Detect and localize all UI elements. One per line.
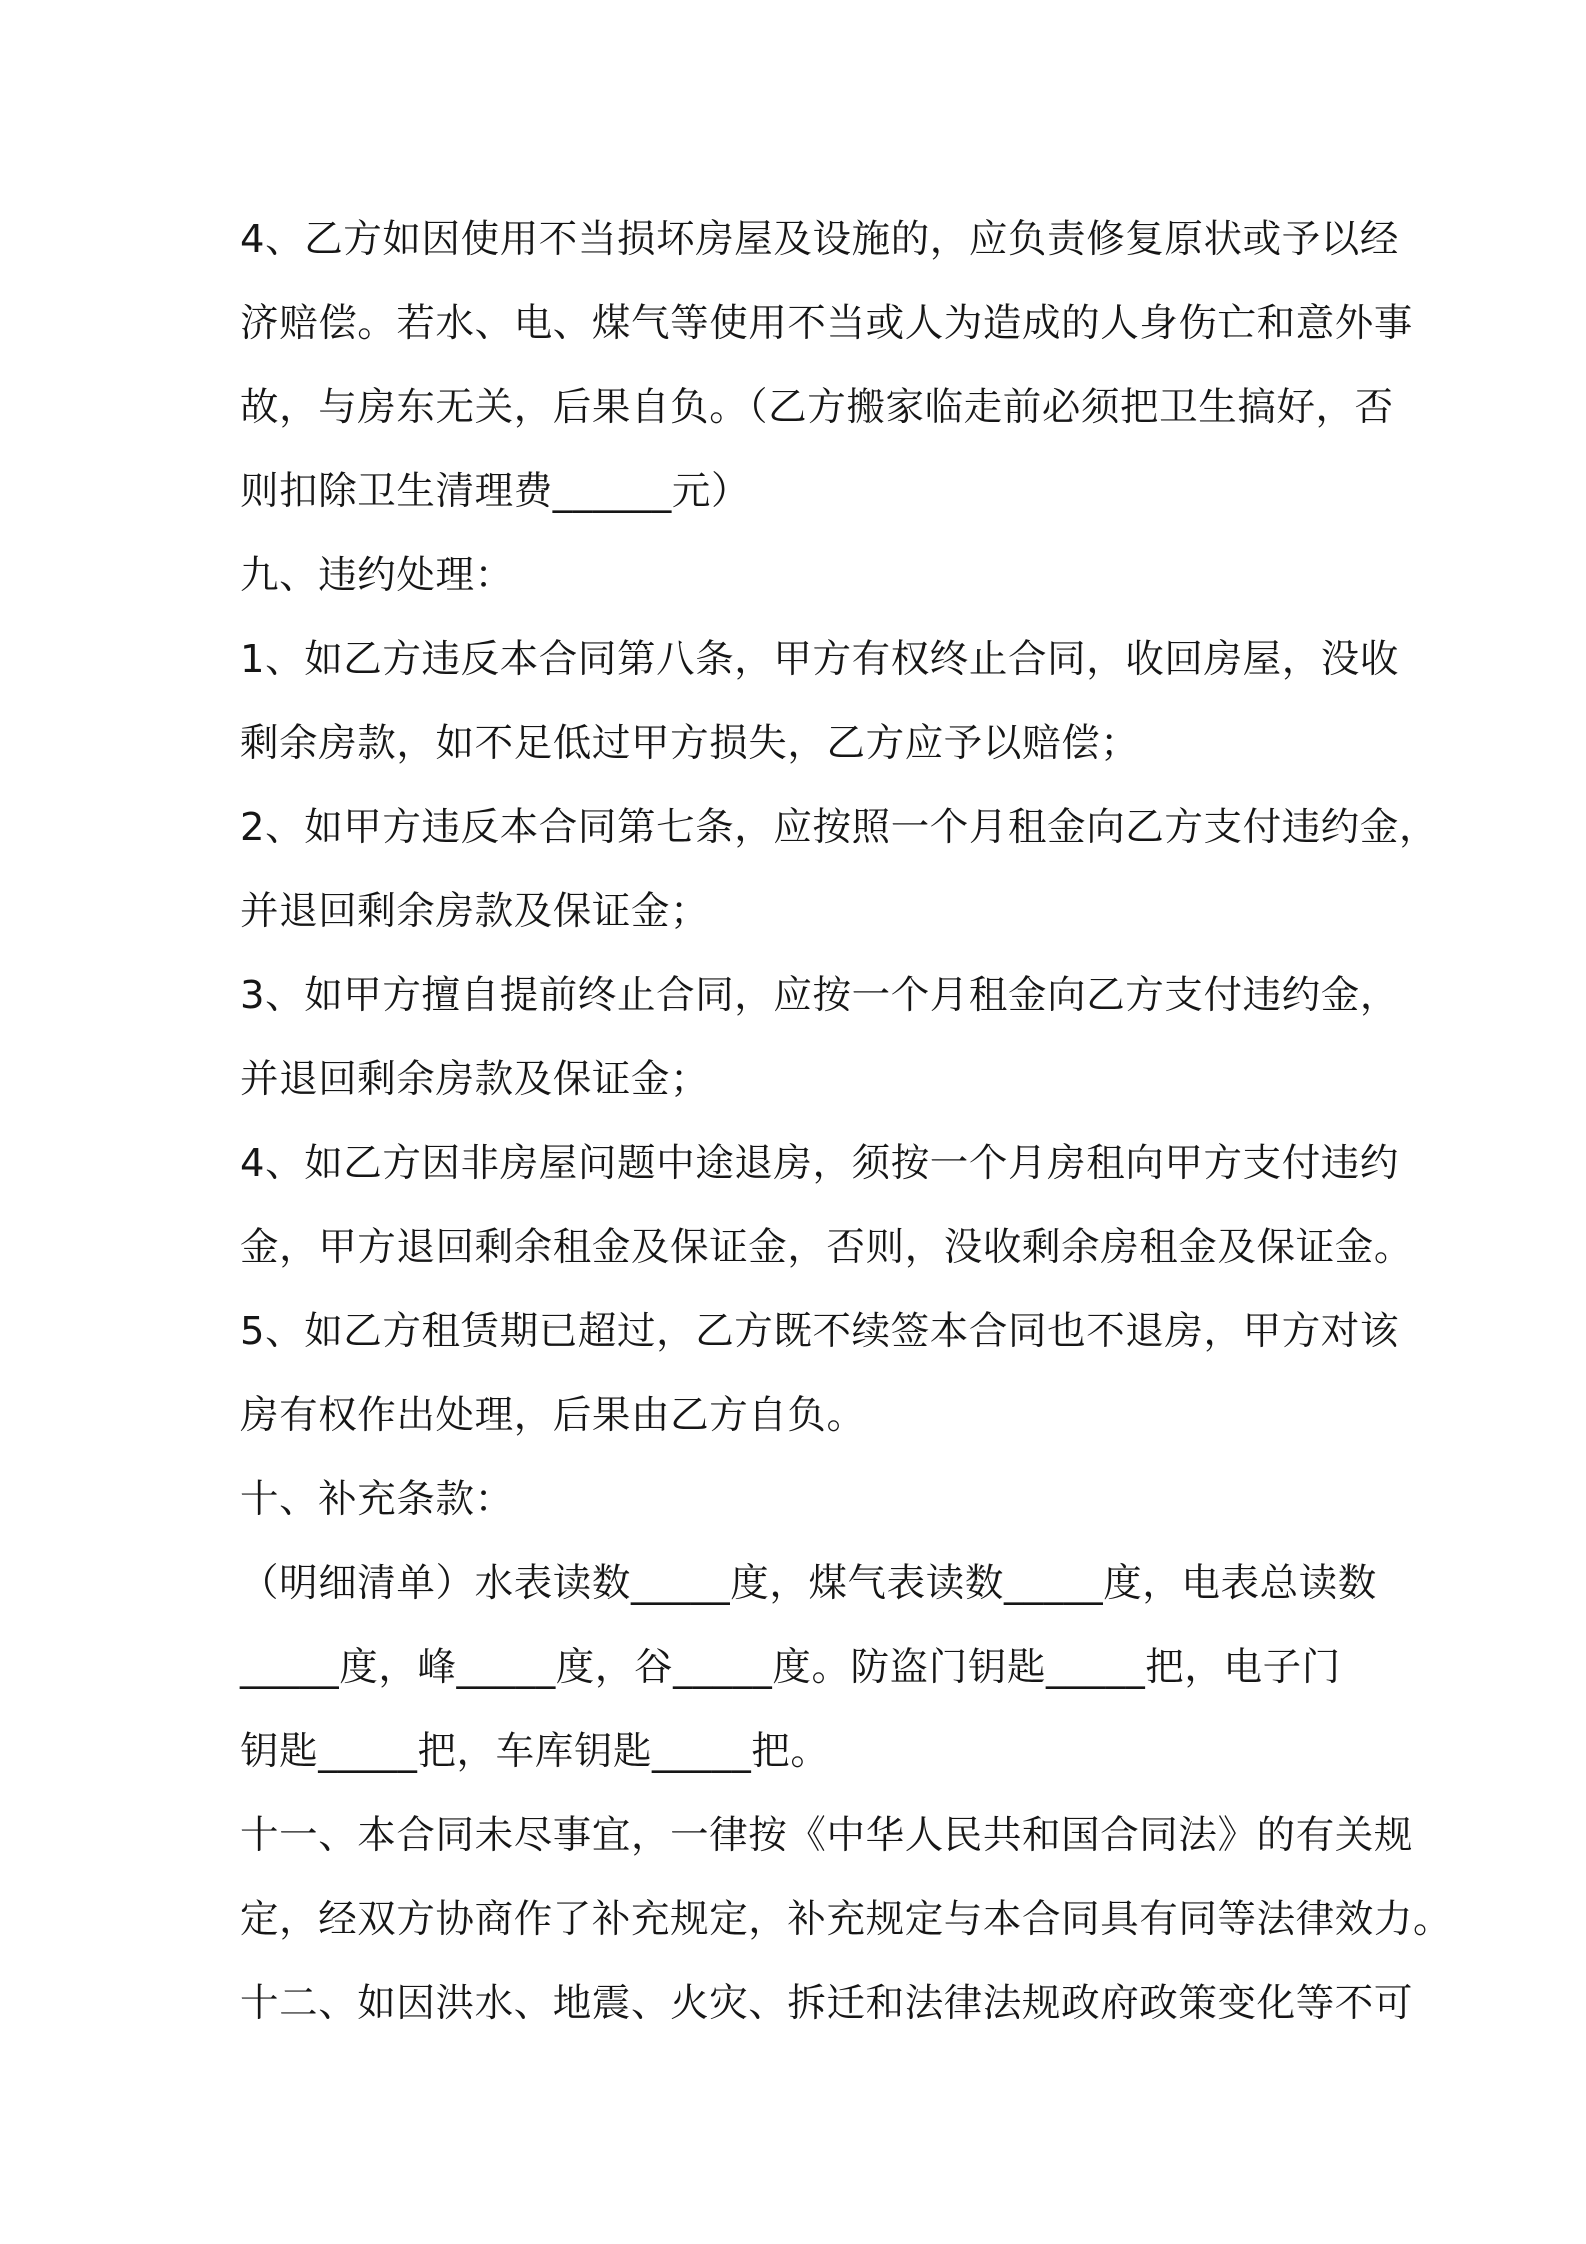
clause-9-1-line-1: 1、如乙方违反本合同第八条，甲方有权终止合同，收回房屋，没收	[240, 637, 1399, 682]
supplement-line-3: 钥匙_____把，车库钥匙_____把。	[240, 1729, 830, 1774]
supplement-line-2: _____度，峰_____度，谷_____度。防盗门钥匙_____把，电子门	[240, 1645, 1341, 1690]
clause-9-2-line-1: 2、如甲方违反本合同第七条，应按照一个月租金向乙方支付违约金，	[240, 805, 1439, 850]
clause-9-4-line-1: 4、如乙方因非房屋问题中途退房，须按一个月房租向甲方支付违约	[240, 1141, 1399, 1186]
clause-9-5-line-1: 5、如乙方租赁期已超过，乙方既不续签本合同也不退房，甲方对该	[240, 1309, 1399, 1354]
clause-8-4-line-1: 4、乙方如因使用不当损坏房屋及设施的，应负责修复原状或予以经	[240, 217, 1399, 262]
clause-9-1-line-2: 剩余房款，如不足低过甲方损失，乙方应予以赔偿；	[240, 721, 1140, 766]
section-10-heading: 十、补充条款：	[240, 1477, 514, 1522]
clause-8-4-line-3: 故，与房东无关，后果自负。（乙方搬家临走前必须把卫生搞好，否	[240, 385, 1394, 430]
section-11-line-1: 十一、本合同未尽事宜，一律按《中华人民共和国合同法》的有关规	[240, 1813, 1414, 1858]
section-12-line-1: 十二、如因洪水、地震、火灾、拆迁和法律法规政府政策变化等不可	[240, 1981, 1414, 2026]
clause-8-4-line-4: 则扣除卫生清理费______元）	[240, 469, 751, 514]
clause-9-4-line-2: 金，甲方退回剩余租金及保证金，否则，没收剩余房租金及保证金。	[240, 1225, 1414, 1270]
clause-9-5-line-2: 房有权作出处理，后果由乙方自负。	[240, 1393, 866, 1438]
supplement-line-1: （明细清单）水表读数_____度，煤气表读数_____度，电表总读数	[240, 1561, 1377, 1606]
section-9-heading: 九、违约处理：	[240, 553, 514, 598]
contract-text	[240, 198, 1453, 2046]
section-11-line-2: 定，经双方协商作了补充规定，补充规定与本合同具有同等法律效力。	[240, 1897, 1453, 1942]
clause-8-4-line-2: 济赔偿。若水、电、煤气等使用不当或人为造成的人身伤亡和意外事	[240, 301, 1414, 346]
clause-9-3-line-1: 3、如甲方擅自提前终止合同，应按一个月租金向乙方支付违约金，	[240, 973, 1399, 1018]
clause-9-3-line-2: 并退回剩余房款及保证金；	[240, 1057, 710, 1102]
clause-9-2-line-2: 并退回剩余房款及保证金；	[240, 889, 710, 934]
